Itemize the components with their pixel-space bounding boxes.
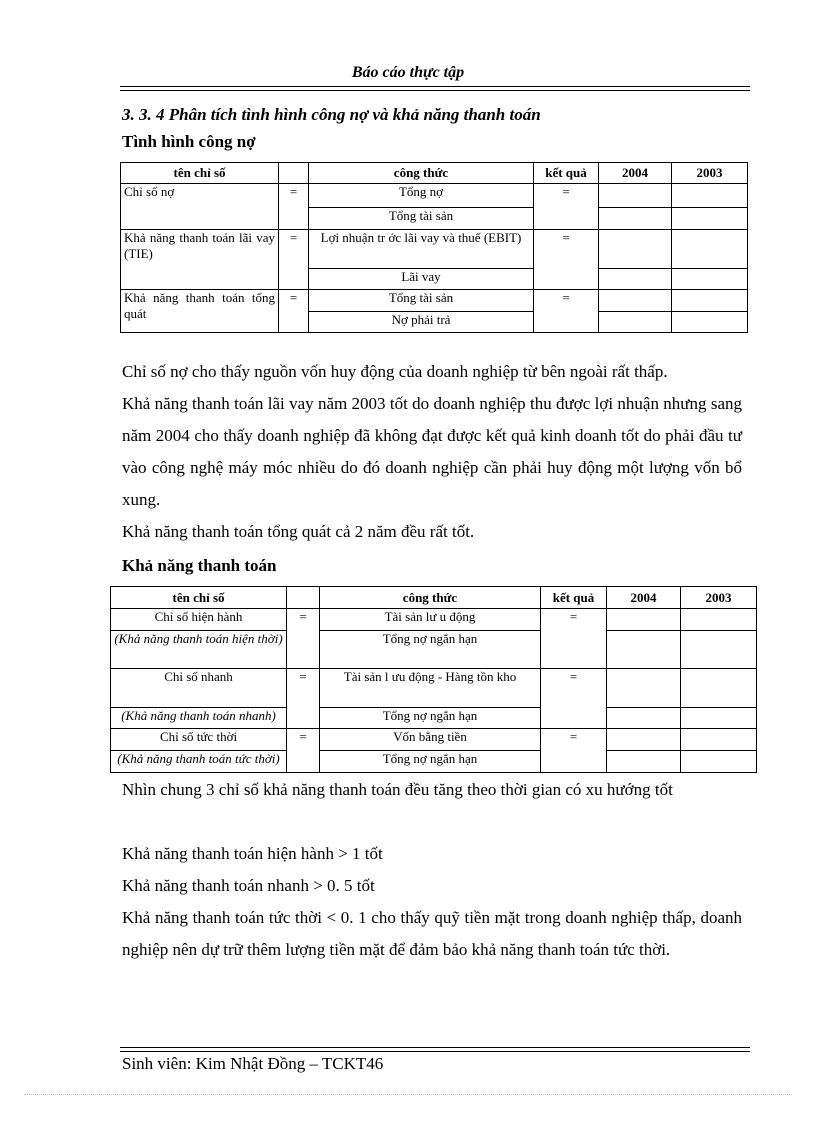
cell-2003: [681, 751, 757, 773]
header-2003: 2003: [681, 587, 757, 609]
cell-2004: [607, 708, 681, 729]
cell-2003: [672, 184, 748, 208]
header-rule-top: [120, 86, 750, 87]
cell-2004: [607, 609, 681, 631]
page-edge-dotted-line: [24, 1094, 792, 1095]
cell-2003: [681, 609, 757, 631]
row-eq: =: [279, 290, 309, 333]
row-numerator: Lợi nhuận tr ớc lãi vay và thuế (EBIT): [309, 230, 534, 269]
row-name: Khả năng thanh toán lãi vay (TIE): [121, 230, 279, 290]
paragraph: Khả năng thanh toán tức thời < 0. 1 cho thấy quỹ tiền mặt trong doanh nghiệp thấp, doanh nghiệp nên dự trữ thêm lượng tiền mặt để đảm bảo khả năng thanh toán tức thời.: [122, 908, 742, 959]
cell-2003: [672, 312, 748, 333]
row-name-main: [111, 669, 287, 708]
debt-heading: Tình hình công nợ: [122, 132, 256, 151]
row-name: Khả năng thanh toán tổng quát: [121, 290, 279, 333]
row-eq: =: [287, 729, 320, 773]
row-name-italic: (Khả năng thanh toán tức thời): [111, 751, 287, 773]
header-2004: 2004: [607, 587, 681, 609]
header-rule-bottom: [120, 90, 750, 91]
cell-2004: [599, 269, 672, 290]
cell-2004: [599, 230, 672, 269]
cell-2004: [607, 631, 681, 669]
row-name-text: Chỉ số tức thời: [159, 729, 238, 744]
cell-2004: [599, 290, 672, 312]
header-formula: công thức: [320, 587, 541, 609]
row-name: Chỉ số nợ: [121, 184, 279, 230]
row-numerator: Tài sản lư u động: [320, 609, 541, 631]
row-numerator: Tài sản l ưu động - Hàng tồn kho: [320, 669, 541, 708]
row-denominator: Tổng nợ ngắn hạn: [320, 708, 541, 729]
cell-2004: [599, 184, 672, 208]
paragraph: Khả năng thanh toán nhanh > 0. 5 tốt: [122, 876, 375, 895]
header-result: kết quả: [541, 587, 607, 609]
row-name-italic: (Khả năng thanh toán hiện thời): [111, 631, 287, 669]
cell-2004: [599, 312, 672, 333]
row-numerator: Tổng tài sản: [309, 290, 534, 312]
row-denominator: Tổng tài sản: [309, 208, 534, 230]
header-name: tên chỉ số: [111, 587, 287, 609]
row-result: =: [541, 669, 607, 729]
row-eq: =: [279, 230, 309, 290]
paragraph: Khả năng thanh toán lãi vay năm 2003 tốt do doanh nghiệp thu được lợi nhuận nhưng sang năm 2004 cho thấy doanh nghiệp đã không đạt được kết quả kinh doanh tốt do phải đầu tư vào công nghệ máy móc nhiều do đó doanh nghiệp cần phải huy động một lượng vốn bổ xung.: [122, 394, 742, 509]
paragraph: Nhìn chung 3 chỉ số khả năng thanh toán đều tăng theo thời gian có xu hướng tốt: [122, 780, 673, 799]
footer-student: Sinh viên: Kim Nhật Đồng – TCKT46: [122, 1054, 384, 1073]
footer-rule-bottom: [120, 1051, 750, 1052]
paragraph: Khả năng thanh toán hiện hành > 1 tốt: [122, 844, 383, 863]
cell-2004: [607, 669, 681, 708]
header-2003: 2003: [672, 163, 748, 184]
row-name-main: [111, 729, 287, 751]
paragraph: Chỉ số nợ cho thấy nguồn vốn huy động của doanh nghiệp từ bên ngoài rất thấp.: [122, 362, 668, 381]
cell-2003: [681, 729, 757, 751]
row-denominator: Tổng nợ ngắn hạn: [320, 751, 541, 773]
cell-2003: [681, 708, 757, 729]
row-denominator: Lãi vay: [309, 269, 534, 290]
row-numerator: Tổng nợ: [309, 184, 534, 208]
row-result: =: [534, 184, 599, 230]
cell-2003: [681, 631, 757, 669]
header-2004: 2004: [599, 163, 672, 184]
liquidity-table: [110, 586, 757, 773]
cell-2003: [672, 290, 748, 312]
row-name-text: Chỉ số nhanh: [164, 669, 233, 684]
header-eq: [287, 587, 320, 609]
cell-2003: [672, 230, 748, 269]
cell-2004: [607, 729, 681, 751]
row-numerator: Vốn bằng tiền: [320, 729, 541, 751]
row-name-italic: (Khả năng thanh toán nhanh): [111, 708, 287, 729]
row-eq: =: [287, 609, 320, 669]
paragraph: Khả năng thanh toán tổng quát cả 2 năm đều rất tốt.: [122, 522, 475, 541]
row-denominator: Tổng nợ ngắn hạn: [320, 631, 541, 669]
row-result: =: [541, 609, 607, 669]
row-result: =: [541, 729, 607, 773]
row-eq: =: [287, 669, 320, 729]
cell-2003: [672, 269, 748, 290]
header-formula: công thức: [309, 163, 534, 184]
cell-2003: [672, 208, 748, 230]
debt-table: [120, 162, 748, 333]
row-name-text: Chỉ số hiện hành: [154, 609, 243, 624]
header-result: kết quả: [534, 163, 599, 184]
page-header-title: Báo cáo thực tập: [351, 64, 465, 81]
cell-2004: [607, 751, 681, 773]
footer-rule-top: [120, 1047, 750, 1048]
row-result: =: [534, 290, 599, 333]
row-denominator: Nợ phải trả: [309, 312, 534, 333]
header-name: tên chỉ số: [121, 163, 279, 184]
cell-2004: [599, 208, 672, 230]
row-name-main: [111, 609, 287, 631]
cell-2003: [681, 669, 757, 708]
row-result: =: [534, 230, 599, 290]
liquidity-heading: Khả năng thanh toán: [122, 556, 277, 575]
section-title: 3. 3. 4 Phân tích tình hình công nợ và khả năng thanh toán: [122, 105, 541, 124]
header-eq: [279, 163, 309, 184]
row-eq: =: [279, 184, 309, 230]
